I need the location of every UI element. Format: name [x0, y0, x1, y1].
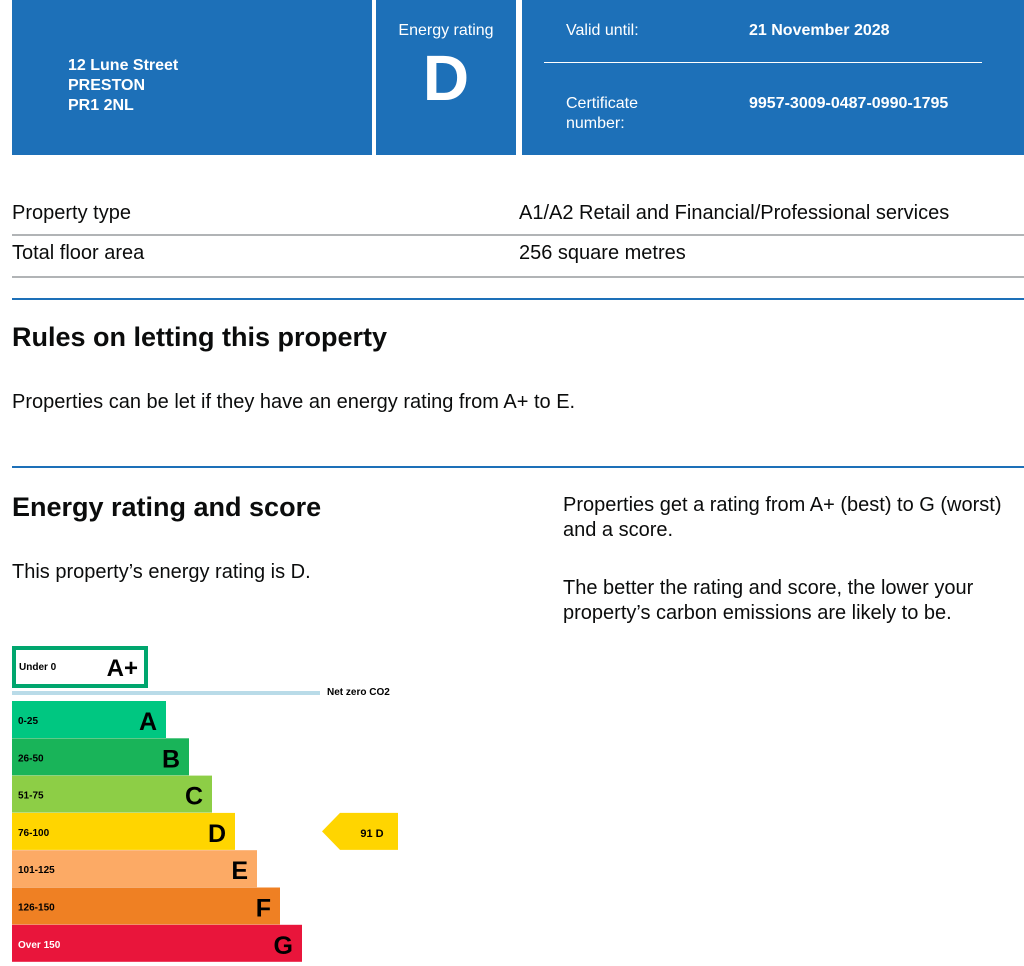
band-e-range: 101-125 — [18, 865, 55, 877]
address-line-3: PR1 2NL — [68, 97, 134, 114]
row-divider — [12, 276, 1024, 278]
band-a-plus-letter: A+ — [106, 655, 138, 682]
net-zero-line — [12, 691, 320, 695]
rating-explainer: Properties get a rating from A+ (best) to G (worst) and a score. — [563, 494, 1002, 541]
rating-heading: Energy rating and score — [12, 492, 322, 522]
certificate-number-value: 9957-3009-0487-0990-1795 — [749, 95, 949, 112]
header-divider — [544, 62, 982, 63]
valid-until-label: Valid until: — [566, 22, 639, 39]
letting-heading: Rules on letting this property — [12, 322, 388, 352]
property-type-value: A1/A2 Retail and Financial/Professional services — [519, 202, 950, 224]
letting-text: Properties can be let if they have an energy rating from A+ to E. — [12, 391, 576, 413]
band-a-plus-range: Under 0 — [19, 662, 57, 673]
energy-rating-panel — [376, 0, 516, 155]
band-c-letter: C — [184, 782, 203, 811]
rating-explainer-2: The better the rating and score, the lower your property’s carbon emissions are likely to be. — [563, 577, 974, 624]
certificate-panel — [522, 0, 1024, 155]
band-c-range: 51-75 — [18, 790, 44, 802]
band-d-letter: D — [207, 819, 226, 848]
energy-rating-band: D — [422, 42, 470, 114]
address-line-2: PRESTON — [68, 77, 146, 94]
valid-until-value: 21 November 2028 — [749, 22, 890, 39]
band-f-letter: F — [255, 894, 271, 923]
band-b-letter: B — [161, 745, 180, 774]
property-address — [68, 56, 178, 116]
band-e-letter: E — [231, 857, 248, 886]
current-rating-label: 91 D — [360, 827, 384, 840]
band-b-range: 26-50 — [18, 753, 44, 765]
net-zero-label: Net zero CO2 — [327, 687, 390, 698]
band-g-letter: G — [273, 931, 293, 960]
address-panel — [12, 0, 372, 155]
address-line-1: 12 Lune Street — [68, 57, 179, 74]
section-divider — [12, 466, 1024, 468]
band-g-range: Over 150 — [18, 939, 61, 951]
floor-area-label: Total floor area — [12, 242, 145, 264]
rating-text: This property’s energy rating is D. — [12, 561, 311, 583]
certificate-number-label: Certificate number: — [566, 95, 639, 132]
band-a-range: 0-25 — [18, 716, 39, 727]
energy-rating-label: Energy rating — [398, 22, 494, 39]
certificate-header — [12, 0, 1024, 155]
section-divider — [12, 298, 1024, 300]
energy-rating-chart — [0, 640, 420, 966]
property-type-label: Property type — [12, 202, 131, 224]
band-a-letter: A — [138, 708, 157, 736]
band-d-range: 76-100 — [18, 827, 50, 839]
floor-area-value: 256 square metres — [519, 242, 686, 264]
row-divider — [12, 234, 1024, 236]
band-f-range: 126-150 — [18, 902, 55, 914]
